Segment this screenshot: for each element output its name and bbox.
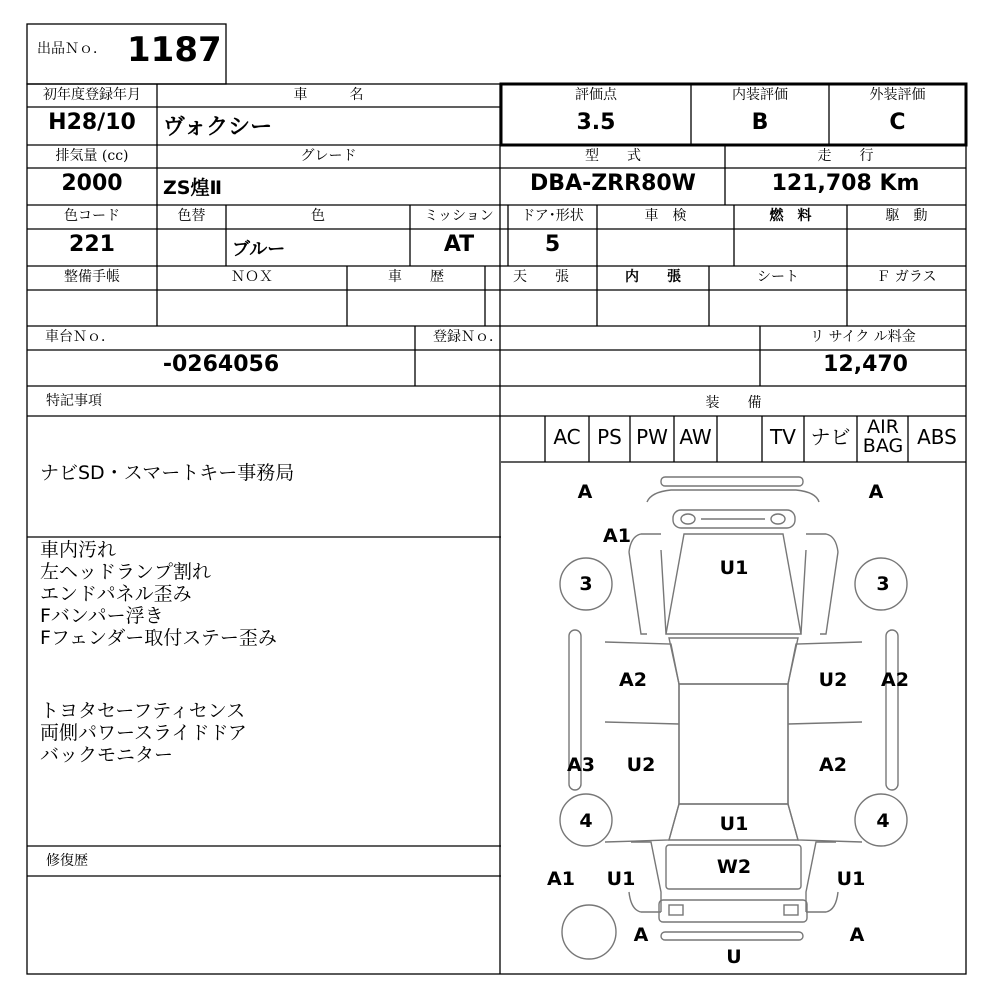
recycle-fee-value: 12,470 [823,352,908,377]
grade-label: グレード [300,148,357,164]
model-code-label: 型 式 [585,148,641,164]
mark-front-right-wheel: 3 [876,573,890,595]
color-code-label: 色コード [64,208,120,224]
note-line: トヨタセーフティセンス [40,700,246,722]
equip-pw: PW [636,425,668,449]
mark-a-pillar: A1 [603,525,631,547]
registration-number-label: 登録Ｎｏ． [433,329,503,345]
mark-left-door-front: A2 [619,669,647,691]
mark-rear-left-wheel: 4 [579,810,593,832]
mark-front-left-wheel: 3 [579,573,593,595]
note-line: エンドパネル歪み [40,583,192,605]
maintenance-book-label: 整備手帳 [64,269,120,285]
lot-number-label: 出品Ｎｏ． [37,41,107,57]
chassis-number-value: -0264056 [162,352,280,377]
mark-rear-left-a: A1 [547,868,575,890]
equip-abs: ABS [917,425,957,449]
inspection-label: 車 検 [644,208,687,224]
car-name-label: 車 名 [293,87,364,103]
equip-aw: AW [679,425,712,449]
exterior-grade-value: C [889,110,906,135]
equip-ps: PS [597,425,622,449]
score-value: 3.5 [576,110,616,135]
fuel-label: 燃 料 [769,208,812,224]
notes-equipment-line: ナビSD・スマートキー事務局 [40,462,295,484]
mark-front-right-corner: A [868,481,884,503]
note-line: バックモニター [40,744,174,766]
chassis-number-label: 車台Ｎｏ． [45,329,115,345]
mark-right-door-front-u: U2 [818,669,848,691]
equip-airbag: AIR BAG [862,416,904,457]
recolor-label: 色替 [177,208,206,224]
exterior-grade-label: 外装評価 [869,87,926,103]
model-code-value: DBA-ZRR80W [530,171,696,196]
nox-label: ＮＯＸ [231,269,273,285]
mark-left-rear-a: A3 [567,754,595,776]
color-code-value: 221 [69,232,115,257]
mark-roof-rear: U1 [719,813,749,835]
door-label: ドア･形状 [521,208,584,224]
note-line: Fバンパー浮き [40,605,164,627]
notes-damage-list [40,539,277,649]
repair-history-label: 修復歴 [46,853,88,869]
recycle-fee-label: リ サイク ル料金 [810,329,916,345]
note-line: 両側パワースライドドア [40,722,247,744]
mileage-label: 走 行 [817,148,874,164]
displacement-label: 排気量 (cc) [55,148,129,164]
mark-right-door-front-a: A2 [881,669,909,691]
mark-rear-right-corner: A [849,924,865,946]
mark-front-left-corner: A [577,481,593,503]
mark-rear-bumper: U [726,946,742,968]
car-history-label: 車 歴 [388,269,444,285]
mark-right-rear: A2 [819,754,847,776]
grade-value: ZS煌Ⅱ [163,177,222,199]
drive-label: 駆 動 [885,208,928,224]
color-label: 色 [311,208,325,224]
note-line: 車内汚れ [40,539,117,561]
front-glass-label: Ｆ ガラス [876,269,937,285]
equip-navi: ナビ [810,425,851,449]
roof-lining-label: 天 張 [513,269,569,285]
notes-options-list [40,700,247,766]
mark-tailgate: W2 [716,856,752,878]
equipment-label: 装 備 [705,395,762,411]
note-line: Fフェンダー取付ステー歪み [40,627,277,649]
note-line: 左ヘッドランプ割れ [40,561,212,583]
door-value: 5 [544,232,561,257]
interior-grade-value: B [751,110,769,135]
inner-lining-label: 内 張 [625,269,681,285]
lot-number-value: 1187 [127,30,222,70]
mark-rear-left-corner: A [633,924,649,946]
mark-left-rear-u: U2 [626,754,656,776]
vehicle-damage-diagram [501,462,966,974]
mark-hood: U1 [719,557,749,579]
registration-date-label: 初年度登録年月 [43,87,141,103]
seat-label: シート [757,269,799,285]
interior-grade-label: 内装評価 [732,87,788,103]
spare-wheel-icon [562,905,616,959]
notes-label: 特記事項 [46,393,102,409]
mileage-value: 121,708 Km [771,171,920,196]
equip-ac: AC [553,425,581,449]
displacement-value: 2000 [61,171,123,196]
mark-rear-right-u: U1 [836,868,866,890]
registration-date-value: H28/10 [48,110,136,135]
score-label: 評価点 [575,87,617,103]
mark-rear-right-wheel: 4 [876,810,890,832]
transmission-label: ミッション [424,208,494,224]
transmission-value: AT [443,232,475,257]
car-name-value: ヴォクシー [163,115,273,140]
equip-tv: TV [770,425,796,449]
color-value: ブルー [232,239,286,260]
mark-rear-left-u: U1 [606,868,636,890]
